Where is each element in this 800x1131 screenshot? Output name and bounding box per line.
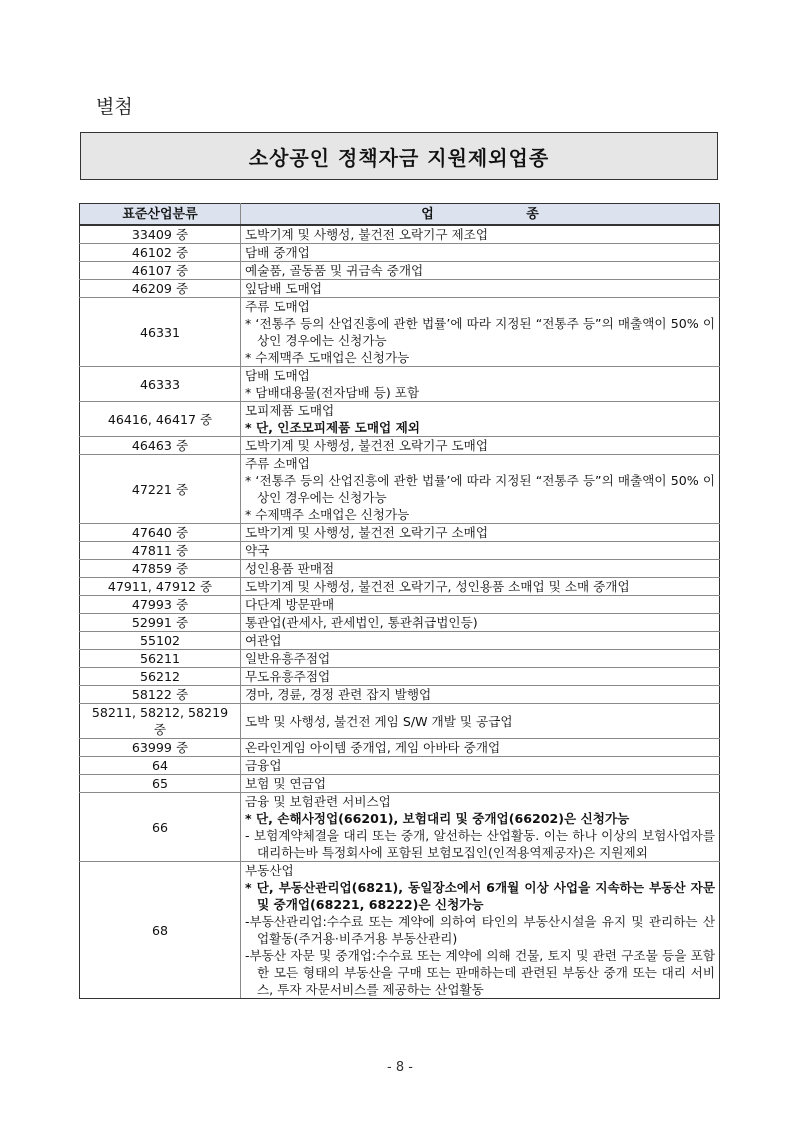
industry-note: * 수제맥주 소매업은 신청가능 <box>245 507 410 522</box>
industry-code: 56211 <box>80 650 241 668</box>
industry-description <box>241 225 720 244</box>
table-row <box>80 614 720 632</box>
table-row <box>80 560 720 578</box>
industry-description <box>241 244 720 262</box>
industry-code: 47911, 47912 중 <box>80 578 241 596</box>
header-industry-code: 표준산업분류 <box>80 204 241 226</box>
industry-code: 58211, 58212, 58219 중 <box>80 704 241 739</box>
industry-code: 46209 중 <box>80 280 241 298</box>
table-row <box>80 650 720 668</box>
industry-code: 47640 중 <box>80 524 241 542</box>
industry-description <box>241 298 720 367</box>
table-header-row <box>80 204 720 226</box>
table-row <box>80 244 720 262</box>
table-row <box>80 757 720 775</box>
industry-code: 33409 중 <box>80 225 241 244</box>
industry-name: 모피제품 도매업 <box>245 403 335 418</box>
industry-note: * 담배대용물(전자담배 등) 포함 <box>245 385 420 400</box>
table-row <box>80 668 720 686</box>
table-row <box>80 775 720 793</box>
industry-code: 47811 중 <box>80 542 241 560</box>
table-row <box>80 862 720 999</box>
industry-name: 여관업 <box>245 633 282 648</box>
industry-description <box>241 862 720 999</box>
table-row <box>80 542 720 560</box>
industry-code: 65 <box>80 775 241 793</box>
industry-name: 담배 도매업 <box>245 368 310 383</box>
industry-description <box>241 524 720 542</box>
industry-name: 금융 및 보험관련 서비스업 <box>245 794 391 809</box>
industry-note: * 단, 인조모피제품 도매업 제외 <box>245 420 420 435</box>
industry-name: 예술품, 골동품 및 귀금속 중개업 <box>245 263 424 278</box>
industry-note: -부동산 자문 및 중개업:수수료 또는 계약에 의해 건물, 토지 및 관련 구조물 등을 포함한 모든 형태의 부동산을 구매 또는 판매하는데 관련된 부동산 중개 또는 대리 서비스, 투자 자문서비스를 제공하는 산업활동 <box>245 948 715 997</box>
industry-description <box>241 402 720 437</box>
industry-name: 담배 중개업 <box>245 245 310 260</box>
industry-description <box>241 739 720 757</box>
industry-note: * 단, 손해사정업(66201), 보험대리 및 중개업(66202)은 신청가능 <box>245 811 630 826</box>
industry-name: 무도유흥주점업 <box>245 669 331 684</box>
industry-description <box>241 262 720 280</box>
table-row <box>80 262 720 280</box>
table-row <box>80 455 720 524</box>
industry-code: 63999 중 <box>80 739 241 757</box>
industry-description <box>241 596 720 614</box>
table-row <box>80 686 720 704</box>
industry-name: 약국 <box>245 543 270 558</box>
industry-description <box>241 367 720 402</box>
header-industry <box>241 204 720 226</box>
industry-description <box>241 280 720 298</box>
industry-name: 도박기계 및 사행성, 불건전 오락기구 소매업 <box>245 525 488 540</box>
industry-name: 금융업 <box>245 758 282 773</box>
industry-description <box>241 578 720 596</box>
industry-description <box>241 686 720 704</box>
industry-code: 56212 <box>80 668 241 686</box>
industry-description <box>241 542 720 560</box>
industry-code: 47993 중 <box>80 596 241 614</box>
industry-name: 온라인게임 아이템 중개업, 게임 아바타 중개업 <box>245 740 501 755</box>
table-row <box>80 524 720 542</box>
industry-description <box>241 560 720 578</box>
industry-name: 일반유흥주점업 <box>245 651 331 666</box>
table-row <box>80 793 720 862</box>
industry-description <box>241 614 720 632</box>
industry-code: 46416, 46417 중 <box>80 402 241 437</box>
table-row <box>80 704 720 739</box>
table-row <box>80 739 720 757</box>
table-row <box>80 402 720 437</box>
industry-name: 주류 도매업 <box>245 299 310 314</box>
industry-code: 55102 <box>80 632 241 650</box>
industry-code: 46102 중 <box>80 244 241 262</box>
industry-code: 58122 중 <box>80 686 241 704</box>
industry-name: 통관업(관세사, 관세법인, 통관취급법인등) <box>245 615 478 630</box>
industry-code: 46463 중 <box>80 437 241 455</box>
industry-note: * ‘전통주 등의 산업진흥에 관한 법률’에 따라 지정된 “전통주 등”의 매출액이 50% 이상인 경우에는 신청가능 <box>245 473 715 505</box>
industry-code: 47859 중 <box>80 560 241 578</box>
industry-name: 경마, 경륜, 경정 관련 잡지 발행업 <box>245 687 432 702</box>
page-number: - 8 - <box>387 1060 413 1075</box>
industry-name: 도박기계 및 사행성, 불건전 오락기구, 성인용품 소매업 및 소매 중개업 <box>245 579 630 594</box>
industry-description <box>241 437 720 455</box>
table-row <box>80 596 720 614</box>
industry-name: 도박기계 및 사행성, 불건전 오락기구 제조업 <box>245 227 488 242</box>
industry-code: 64 <box>80 757 241 775</box>
industry-note: -부동산관리업:수수료 또는 계약에 의하여 타인의 부동산시설을 유지 및 관리하는 산업활동(주거용·비주거용 부동산관리) <box>245 914 715 946</box>
industry-note: * 단, 부동산관리업(6821), 동일장소에서 6개월 이상 사업을 지속하는 부동산 자문 및 중개업(68221, 68222)은 신청가능 <box>245 880 715 912</box>
table-row <box>80 632 720 650</box>
industry-description <box>241 793 720 862</box>
industry-code: 68 <box>80 862 241 999</box>
industry-name: 부동산업 <box>245 863 294 878</box>
industry-name: 도박기계 및 사행성, 불건전 오락기구 도매업 <box>245 438 488 453</box>
header-industry-char-2: 종 <box>526 206 539 222</box>
industry-code: 46107 중 <box>80 262 241 280</box>
industry-description <box>241 632 720 650</box>
table-row <box>80 225 720 244</box>
industry-code: 46331 <box>80 298 241 367</box>
table-row <box>80 437 720 455</box>
table-row <box>80 298 720 367</box>
industry-description <box>241 775 720 793</box>
industry-name: 성인용품 판매점 <box>245 561 335 576</box>
industry-name: 도박 및 사행성, 불건전 게임 S/W 개발 및 공급업 <box>245 713 513 729</box>
industry-name: 다단계 방문판매 <box>245 597 335 612</box>
industry-code: 47221 중 <box>80 455 241 524</box>
table-row <box>80 578 720 596</box>
industry-description <box>241 704 720 739</box>
industry-note: * 수제맥주 도매업은 신청가능 <box>245 350 410 365</box>
industry-name: 보험 및 연금업 <box>245 776 326 791</box>
industry-name: 잎담배 도매업 <box>245 281 322 296</box>
industry-description <box>241 455 720 524</box>
excluded-industries-table <box>79 203 720 999</box>
attachment-label: 별첨 <box>96 96 133 118</box>
document-title: 소상공인 정책자금 지원제외업종 <box>248 145 550 170</box>
industry-description <box>241 650 720 668</box>
industry-code: 46333 <box>80 367 241 402</box>
document-title-box <box>80 132 718 180</box>
industry-code: 52991 중 <box>80 614 241 632</box>
industry-code: 66 <box>80 793 241 862</box>
industry-description <box>241 668 720 686</box>
table-row <box>80 367 720 402</box>
header-industry-char-1: 업 <box>421 206 434 222</box>
industry-note: * ‘전통주 등의 산업진흥에 관한 법률’에 따라 지정된 “전통주 등”의 매출액이 50% 이상인 경우에는 신청가능 <box>245 316 715 348</box>
industry-name: 주류 소매업 <box>245 456 310 471</box>
industry-description <box>241 757 720 775</box>
industry-note: - 보험계약체결을 대리 또는 중개, 알선하는 산업활동. 이는 하나 이상의 보험사업자를 대리하는바 특정회사에 포함된 보험모집인(인적용역제공자)은 지원제외 <box>245 828 715 860</box>
table-row <box>80 280 720 298</box>
